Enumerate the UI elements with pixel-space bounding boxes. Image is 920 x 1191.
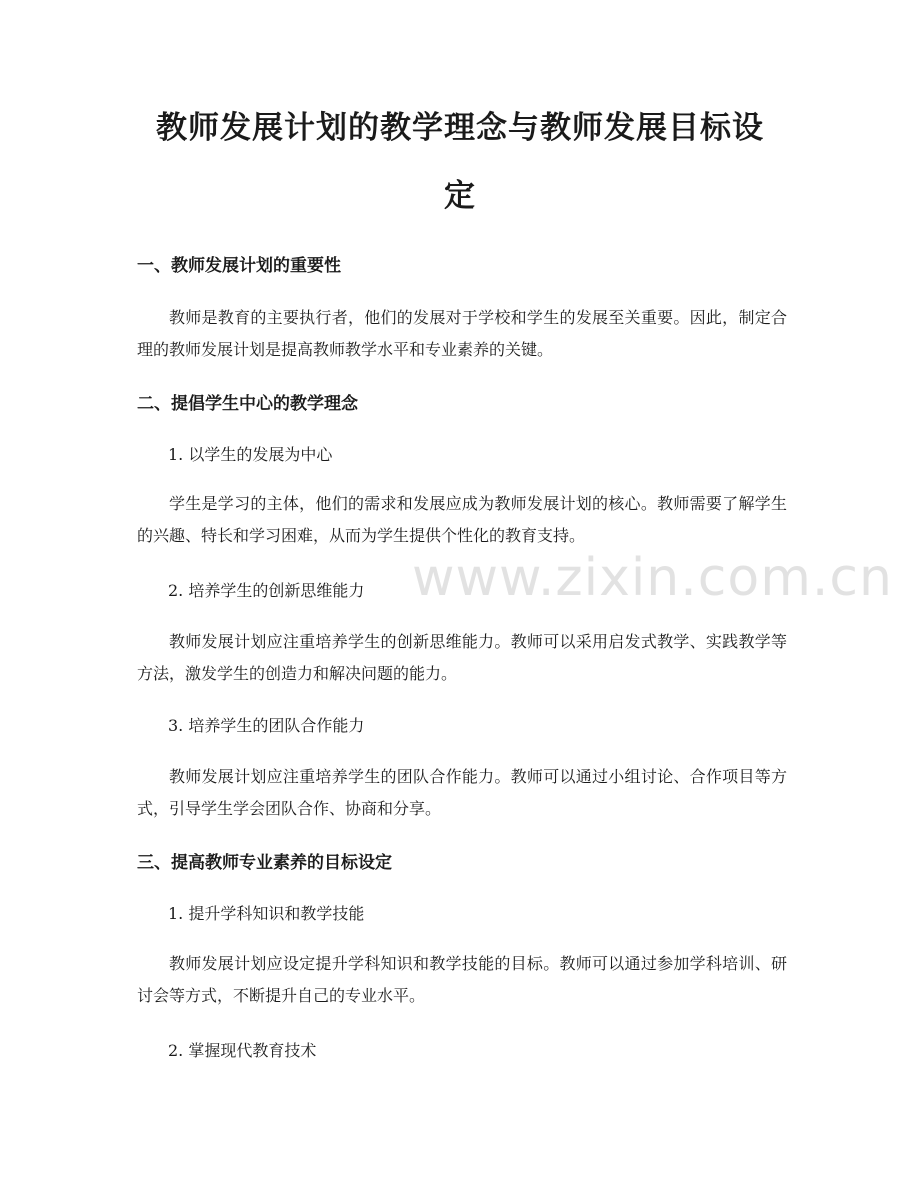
section-3-item-1-title: 1. 提升学科知识和教学技能 (168, 904, 365, 923)
section-2-item-1-paragraph: 学生是学习的主体，他们的需求和发展应成为教师发展计划的核心。教师需要了解学生的兴趣、特长和学习困难，从而为学生提供个性化的教育支持。 (137, 494, 787, 545)
document-title-line-2: 定 (444, 178, 476, 214)
document-title-line-1: 教师发展计划的教学理念与教师发展目标设 (156, 110, 764, 146)
section-2-item-2-title: 2. 培养学生的创新思维能力 (168, 581, 365, 600)
section-heading-2: 二、提倡学生中心的教学理念 (137, 394, 358, 414)
section-2-item-3-paragraph: 教师发展计划应注重培养学生的团队合作能力。教师可以通过小组讨论、合作项目等方式，引导学生学会团队合作、协商和分享。 (137, 767, 787, 818)
section-3-item-2-title: 2. 掌握现代教育技术 (168, 1041, 317, 1060)
watermark: www.zixin.com.cn (412, 548, 893, 608)
section-3-item-1-paragraph: 教师发展计划应设定提升学科知识和教学技能的目标。教师可以通过参加学科培训、研讨会等方式，不断提升自己的专业水平。 (137, 954, 787, 1005)
section-1-paragraph: 教师是教育的主要执行者，他们的发展对于学校和学生的发展至关重要。因此，制定合理的教师发展计划是提高教师教学水平和专业素养的关键。 (137, 308, 787, 359)
section-2-item-1-title: 1. 以学生的发展为中心 (168, 445, 333, 464)
section-2-item-2-paragraph: 教师发展计划应注重培养学生的创新思维能力。教师可以采用启发式教学、实践教学等方法，激发学生的创造力和解决问题的能力。 (137, 632, 787, 683)
section-heading-1: 一、教师发展计划的重要性 (137, 256, 341, 276)
section-heading-3: 三、提高教师专业素养的目标设定 (137, 853, 392, 873)
section-2-item-3-title: 3. 培养学生的团队合作能力 (168, 716, 365, 735)
